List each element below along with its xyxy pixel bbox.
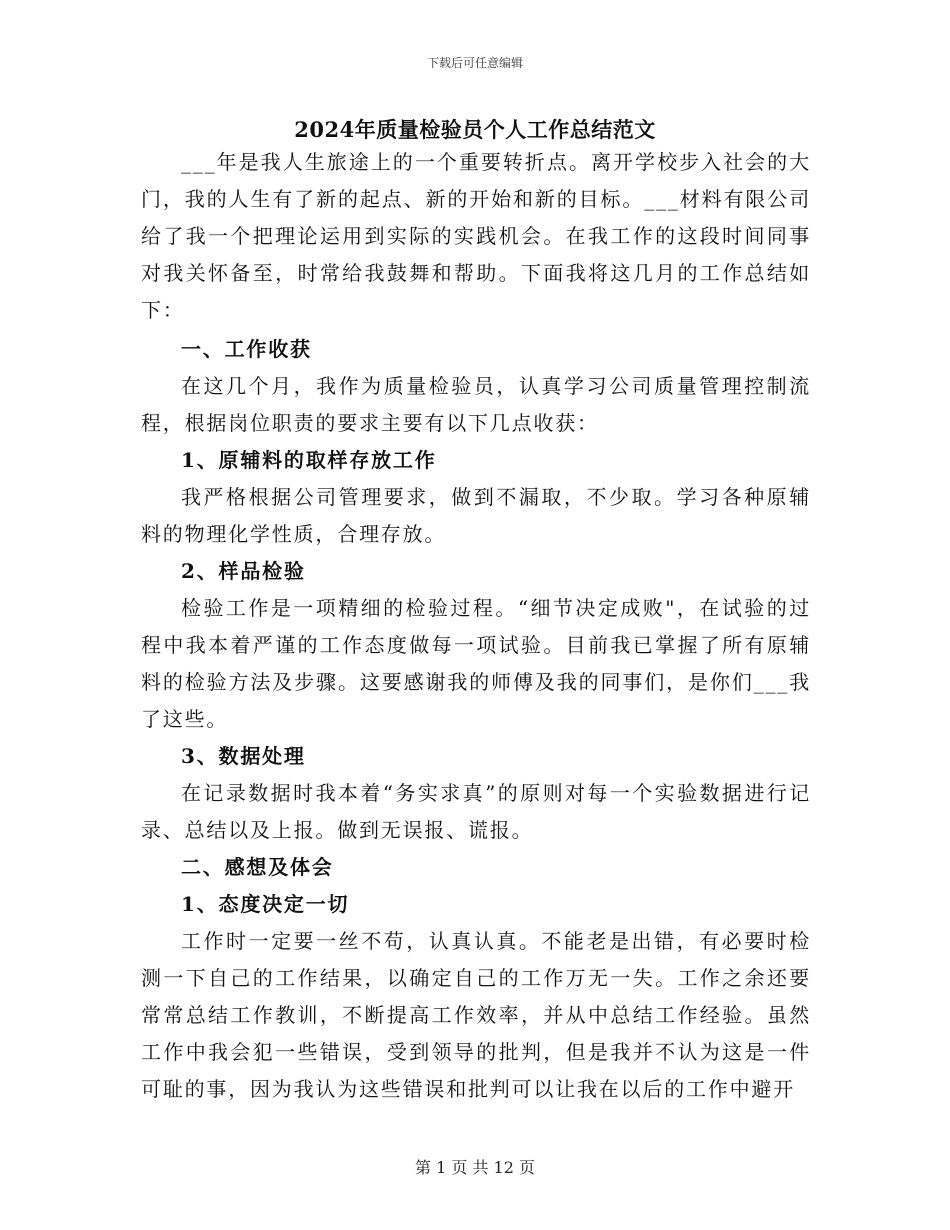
paragraph-sample-inspection: 检验工作是一项精细的检验过程。“细节决定成败"，在试验的过程中我本着严谨的工作态度做每一项试验。目前我已掌握了所有原辅料的检验方法及步骤。这要感谢我的师傅及我的同事们，是你们___我了这些。 <box>141 596 811 731</box>
paragraph-attitude: 工作时一定要一丝不苟，认真认真。不能老是出错，有必要时检测一下自己的工作结果，以确定自己的工作万无一失。工作之余还要常常总结工作教训，不断提高工作效率，并从中总结工作经验。虽然工作中我会犯一些错误，受到领导的批判，但是我并不认为这是一件可耻的事，因为我认为这些错误和批判可以让我在以后的工作中避开 <box>141 929 811 1101</box>
intro-paragraph: ___年是我人生旅途上的一个重要转折点。离开学校步入社会的大门，我的人生有了新的起点、新的开始和新的目标。___材料有限公司给了我一个把理论运用到实际的实践机会。在我工作的这段时间同事对我关怀备至，时常给我鼓舞和帮助。下面我将这几月的工作总结如下： <box>141 150 811 322</box>
paragraph-sampling-storage: 我严格根据公司管理要求，做到不漏取，不少取。学习各种原辅料的物理化学性质，合理存放。 <box>141 485 811 546</box>
section-heading-work-gains: 一、工作收获 <box>181 337 312 361</box>
section-paragraph-work-gains: 在这几个月，我作为质量检验员，认真学习公司质量管理控制流程，根据岗位职责的要求主要有以下几点收获： <box>141 374 811 435</box>
document-title: 2024年质量检验员个人工作总结范文 <box>294 117 656 142</box>
section-heading-reflections: 二、感想及体会 <box>181 855 334 879</box>
paragraph-data-processing: 在记录数据时我本着“务实求真”的原则对每一个实验数据进行记录、总结以及上报。做到无误报、谎报。 <box>141 781 811 842</box>
subheading-sampling-storage: 1、原辅料的取样存放工作 <box>181 448 437 472</box>
page-number-footer: 第 1 页 共 12 页 <box>415 1158 535 1177</box>
page-header-note: 下载后可任意编辑 <box>426 56 523 70</box>
subheading-sample-inspection: 2、样品检验 <box>181 559 306 583</box>
subheading-data-processing: 3、数据处理 <box>181 744 306 768</box>
subheading-attitude: 1、态度决定一切 <box>181 892 350 916</box>
document-body <box>141 144 811 1108</box>
